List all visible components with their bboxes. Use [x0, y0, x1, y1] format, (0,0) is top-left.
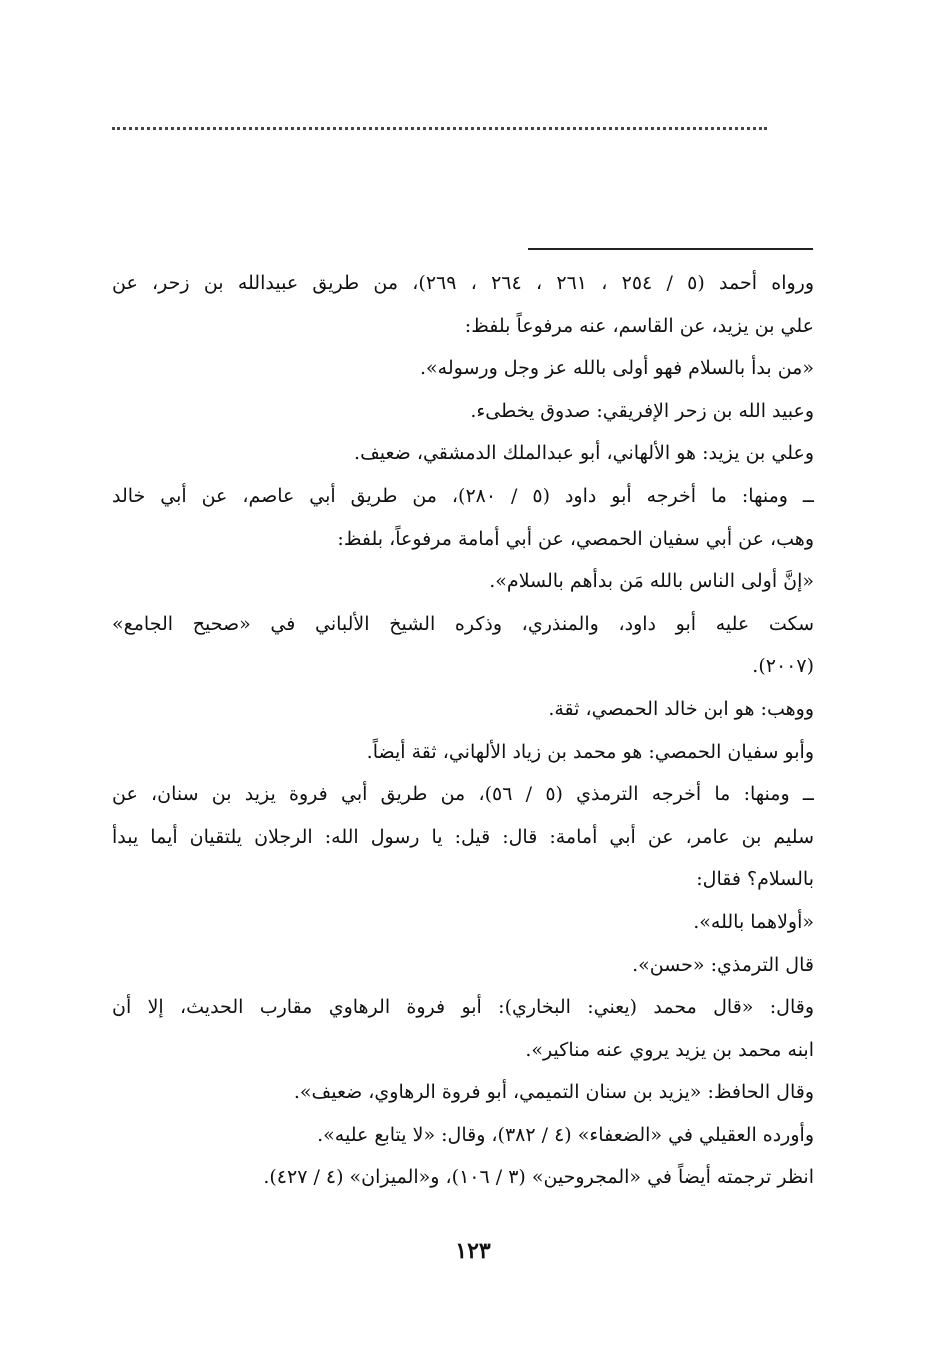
page-number: ١٢٣: [455, 1238, 491, 1264]
text-line: وأبو سفيان الحمصي: هو محمد بن زياد الألهاني، ثقة أيضاً.: [366, 740, 814, 763]
text-line: «إنَّ أولى الناس بالله مَن بدأهم بالسلام».: [489, 570, 814, 593]
text-line: ابنه محمد بن يزيد يروي عنه مناكير».: [525, 1038, 814, 1061]
text-line: وقال الحافظ: «يزيد بن سنان التميمي، أبو فروة الرهاوي، ضعيف».: [293, 1081, 814, 1104]
text-line: وهب، عن أبي سفيان الحمصي، عن أبي أمامة مرفوعاً، بلفظ:: [337, 527, 814, 550]
text-line: «من بدأ بالسلام فهو أولى بالله عز وجل ورسوله».: [420, 357, 814, 380]
text-line: وقال: «قال محمد (يعني: البخاري): أبو فروة الرهاوي مقارب الحديث، إلا أن: [112, 996, 814, 1019]
text-line: «أولاهما بالله».: [693, 910, 814, 933]
text-line: علي بن يزيد، عن القاسم، عنه مرفوعاً بلفظ:: [464, 314, 814, 337]
text-line: ورواه أحمد (٥ / ٢٥٤ ، ٢٦١ ، ٢٦٤ ، ٢٦٩)، من طريق عبيدالله بن زحر، عن: [112, 272, 814, 294]
text-line: ــ ومنها: ما أخرجه أبو داود (٥ / ٢٨٠)، من طريق أبي عاصم، عن أبي خالد: [112, 484, 814, 507]
footnote-text: [112, 262, 814, 1199]
footnote-separator: [528, 248, 813, 250]
text-line: بالسلام؟ فقال:: [696, 868, 814, 891]
text-line: وعلي بن يزيد: هو الألهاني، أبو عبدالملك الدمشقي، ضعيف.: [354, 442, 814, 465]
text-line: قال الترمذي: «حسن».: [632, 953, 814, 976]
text-line: ووهب: هو ابن خالد الحمصي، ثقة.: [548, 697, 814, 720]
text-line: وأورده العقيلي في «الضعفاء» (٤ / ٣٨٢)، وقال: «لا يتابع عليه».: [317, 1123, 814, 1146]
text-line: سليم بن عامر، عن أبي أمامة: قال: قيل: يا رسول الله: الرجلان يلتقيان أيما يبدأ: [112, 825, 814, 848]
text-line: انظر ترجمته أيضاً في «المجروحين» (٣ / ١٠٦)، و«الميزان» (٤ / ٤٢٧).: [263, 1166, 814, 1189]
text-line: ــ ومنها: ما أخرجه الترمذي (٥ / ٥٦)، من طريق أبي فروة يزيد بن سنان، عن: [112, 783, 814, 806]
text-line: (٢٠٠٧).: [752, 655, 814, 678]
header-dotted-rule: [112, 127, 767, 130]
text-line: وعبيد الله بن زحر الإفريقي: صدوق يخطىء.: [470, 399, 814, 422]
text-line: سكت عليه أبو داود، والمنذري، وذكره الشيخ الألباني في «صحيح الجامع»: [112, 612, 814, 635]
